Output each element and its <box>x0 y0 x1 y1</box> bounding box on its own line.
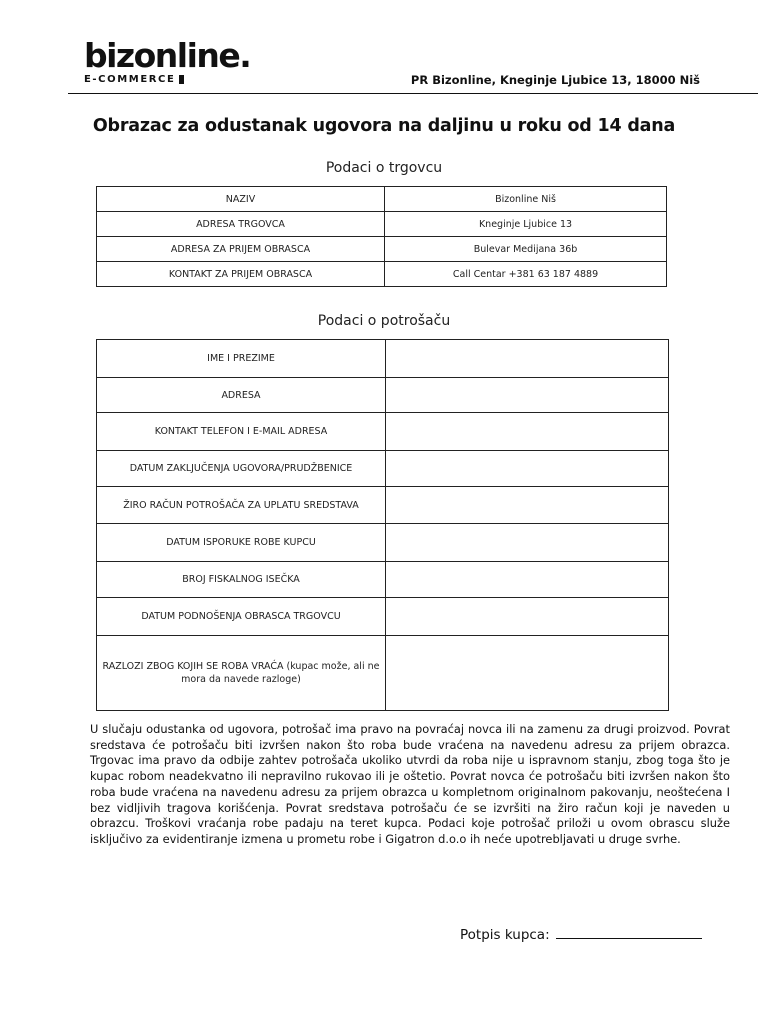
merchant-value: Bizonline Niš <box>385 187 667 212</box>
merchant-label: KONTAKT ZA PRIJEM OBRASCA <box>97 262 385 287</box>
consumer-label: DATUM ISPORUKE ROBE KUPCU <box>97 524 386 562</box>
merchant-table <box>96 186 667 287</box>
consumer-label: IME I PREZIME <box>97 340 386 378</box>
table-row <box>97 340 669 378</box>
consumer-label: KONTAKT TELEFON I E-MAIL ADRESA <box>97 413 386 451</box>
merchant-value: Kneginje Ljubice 13 <box>385 212 667 237</box>
bizonline-logo <box>84 36 251 85</box>
consumer-label: DATUM PODNOŠENJA OBRASCA TRGOVCU <box>97 598 386 636</box>
consumer-label: ADRESA <box>97 378 386 413</box>
logo-wordmark: bizonline. <box>84 36 251 75</box>
logo-bar-icon <box>179 75 184 84</box>
merchant-label: ADRESA TRGOVCA <box>97 212 385 237</box>
table-row <box>97 636 669 711</box>
address-field[interactable] <box>386 378 669 413</box>
logo-tagline <box>84 74 250 85</box>
signature-block <box>460 926 702 943</box>
receipt-number-field[interactable] <box>386 562 669 598</box>
consumer-label: DATUM ZAKLJUČENJA UGOVORA/PRUDŽBENICE <box>97 451 386 487</box>
table-row <box>97 524 669 562</box>
table-row <box>97 212 667 237</box>
merchant-value: Bulevar Medijana 36b <box>385 237 667 262</box>
table-row <box>97 237 667 262</box>
table-row <box>97 598 669 636</box>
table-row <box>97 562 669 598</box>
signature-label: Potpis kupca: <box>460 927 554 943</box>
logo-tagline-text: E-COMMERCE <box>84 74 176 85</box>
contact-field[interactable] <box>386 413 669 451</box>
contract-date-field[interactable] <box>386 451 669 487</box>
consumer-label: BROJ FISKALNOG ISEČKA <box>97 562 386 598</box>
consumer-section-heading: Podaci o potrošaču <box>317 313 451 329</box>
table-row <box>97 413 669 451</box>
table-row <box>97 378 669 413</box>
consumer-label: RAZLOZI ZBOG KOJIH SE ROBA VRAĆA (kupac može, ali ne mora da navede razloge) <box>97 636 386 711</box>
merchant-value: Call Centar +381 63 187 4889 <box>385 262 667 287</box>
table-row <box>97 187 667 212</box>
delivery-date-field[interactable] <box>386 524 669 562</box>
header-divider <box>68 93 758 94</box>
bank-account-field[interactable] <box>386 487 669 524</box>
table-row <box>97 451 669 487</box>
merchant-section-heading: Podaci o trgovcu <box>325 160 443 176</box>
merchant-label: ADRESA ZA PRIJEM OBRASCA <box>97 237 385 262</box>
company-address: PR Bizonline, Kneginje Ljubice 13, 18000 Niš <box>410 73 700 87</box>
name-field[interactable] <box>386 340 669 378</box>
return-reason-field[interactable] <box>386 636 669 711</box>
form-title: Obrazac za odustanak ugovora na daljinu u roku od 14 dana <box>92 116 676 136</box>
consumer-table <box>96 339 669 711</box>
submission-date-field[interactable] <box>386 598 669 636</box>
table-row <box>97 262 667 287</box>
merchant-label: NAZIV <box>97 187 385 212</box>
consumer-label: ŽIRO RAČUN POTROŠAČA ZA UPLATU SREDSTAVA <box>97 487 386 524</box>
terms-paragraph: U slučaju odustanka od ugovora, potrošač ima pravo na povraćaj novca ili na zamenu za drugi proizvod. Povrat sredstava će potrošaču biti izvršen nakon što roba bude vraćena na navedenu adresu za prijem obrazca. Trgovac ima pravo da odbije zahtev potrošača ukoliko utvrdi da roba nije u ispravnom stanju, zbog toga što je kupac robom neadekvatno ili nepravilno rukovao ili je oštetio. Povrat novca će potrošaču biti izvršen nakon što roba bude vraćena na navedenu adresu za prijem obrazca u kompletnom originalnom pakovanju, neoštećena I bez vidljivih tragova korišćenja. Povrat sredstava potrošaču će se izvršiti na žiro račun koji je naveden u obrazcu. Troškovi vraćanja robe padaju na teret kupca. Podaci koje potrošač priloži u ovom obrascu služe isključivo za evidentiranje izmena u prometu robe i Gigatron d.o.o ih neće upotrebljavati u druge svrhe. <box>90 722 730 846</box>
table-row <box>97 487 669 524</box>
signature-line[interactable] <box>556 926 702 939</box>
